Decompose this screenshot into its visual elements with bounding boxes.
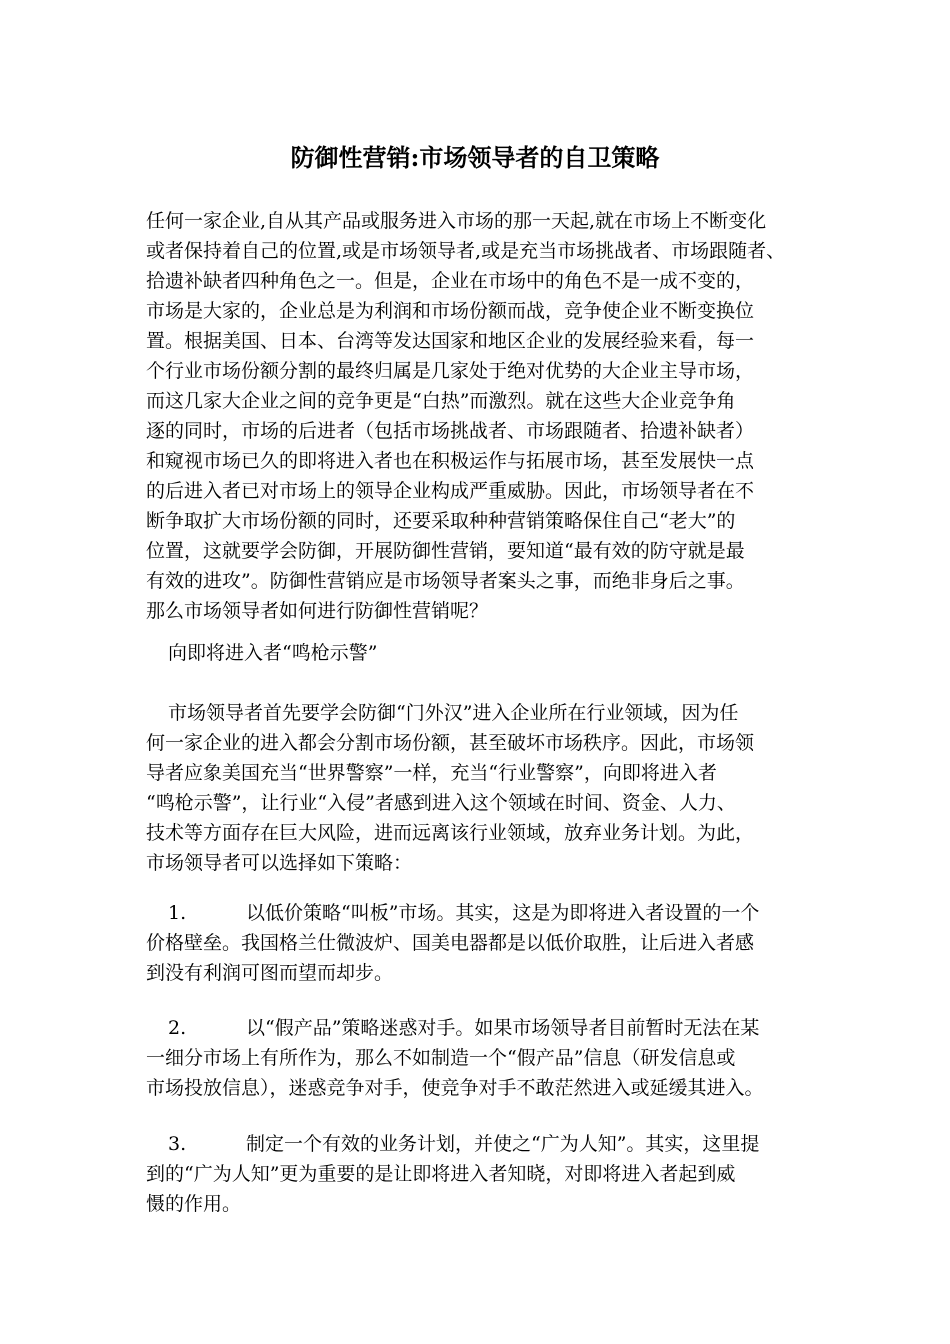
list-item-first-line (146, 1013, 886, 1043)
text-line: 何一家企业的进入都会分割市场份额，甚至破坏市场秩序。因此，市场领 (146, 732, 755, 754)
text-line: 任何一家企业,自从其产品或服务进入市场的那一天起,就在市场上不断变化 (146, 210, 767, 232)
text-line: 的后进入者已对市场上的领导企业构成严重威胁。因此，市场领导者在不 (146, 480, 755, 502)
list-item-number: 3. (168, 1133, 187, 1155)
intro-paragraph (146, 206, 886, 626)
text-line: 到没有利润可图而望而却步。 (146, 962, 394, 984)
text-line: 置。根据美国、日本、台湾等发达国家和地区企业的发展经验来看，每一 (146, 330, 755, 352)
list-item (146, 1129, 886, 1219)
text-line: 慑的作用。 (146, 1193, 242, 1215)
page-title: 防御性营销:市场领导者的自卫策略 (290, 143, 660, 172)
section-heading: 向即将进入者“鸣枪示警” (168, 642, 378, 664)
text-line: 市场领导者首先要学会防御“门外汉”进入企业所在行业领域，因为任 (168, 702, 739, 724)
list-item (146, 898, 886, 988)
text-line: 断争取扩大市场份额的同时，还要采取种种营销策略保住自己“老大”的 (146, 510, 736, 532)
defense-paragraph (146, 698, 886, 878)
text-line: 有效的进攻”。防御性营销应是市场领导者案头之事，而绝非身后之事。 (146, 570, 745, 592)
text-line: 位置，这就要学会防御，开展防御性营销，要知道“最有效的防守就是最 (146, 540, 745, 562)
text-line: 或者保持着自己的位置,或是市场领导者,或是充当市场挑战者、市场跟随者、 (146, 240, 786, 262)
list-item-text: 以“假产品”策略迷惑对手。如果市场领导者目前暂时无法在某 (246, 1017, 760, 1039)
section-heading-block (146, 638, 886, 668)
text-line: “鸣枪示警”，让行业“入侵”者感到进入这个领域在时间、资金、人力、 (146, 792, 736, 814)
list-item-text: 以低价策略“叫板”市场。其实，这是为即将进入者设置的一个 (246, 902, 760, 924)
list-item-text: 制定一个有效的业务计划，并使之“广为人知”。其实，这里提 (246, 1133, 760, 1155)
list-item-number: 1. (168, 902, 187, 924)
text-line: 一细分市场上有所作为，那么不如制造一个“假产品”信息（研发信息或 (146, 1047, 736, 1069)
text-line: 拾遗补缺者四种角色之一。但是，企业在市场中的角色不是一成不变的， (146, 270, 755, 292)
text-line: 市场投放信息），迷惑竞争对手，使竞争对手不敢茫然进入或延缓其进入。 (146, 1077, 764, 1099)
text-line: 个行业市场份额分割的最终归属是几家处于绝对优势的大企业主导市场， (146, 360, 755, 382)
text-line: 逐的同时，市场的后进者（包括市场挑战者、市场跟随者、拾遗补缺者） (146, 420, 755, 442)
list-item-number: 2. (168, 1017, 187, 1039)
text-line: 市场是大家的，企业总是为利润和市场份额而战，竞争使企业不断变换位 (146, 300, 755, 322)
text-line: 到的“广为人知”更为重要的是让即将进入者知晓，对即将进入者起到威 (146, 1163, 736, 1185)
text-line: 而这几家大企业之间的竞争更是“白热”而激烈。就在这些大企业竞争角 (146, 390, 736, 412)
text-line: 那么市场领导者如何进行防御性营销呢？ (146, 600, 489, 622)
list-item-first-line (146, 1129, 886, 1159)
text-line: 市场领导者可以选择如下策略： (146, 852, 413, 874)
text-line: 技术等方面存在巨大风险，进而远离该行业领域，放弃业务计划。为此， (146, 822, 755, 844)
list-item-first-line (146, 898, 886, 928)
text-line: 导者应象美国充当“世界警察”一样，充当“行业警察”，向即将进入者 (146, 762, 717, 784)
text-line: 价格壁垒。我国格兰仕微波炉、国美电器都是以低价取胜，让后进入者感 (146, 932, 755, 954)
text-line: 和窥视市场已久的即将进入者也在积极运作与拓展市场，甚至发展快一点 (146, 450, 755, 472)
list-item (146, 1013, 886, 1103)
